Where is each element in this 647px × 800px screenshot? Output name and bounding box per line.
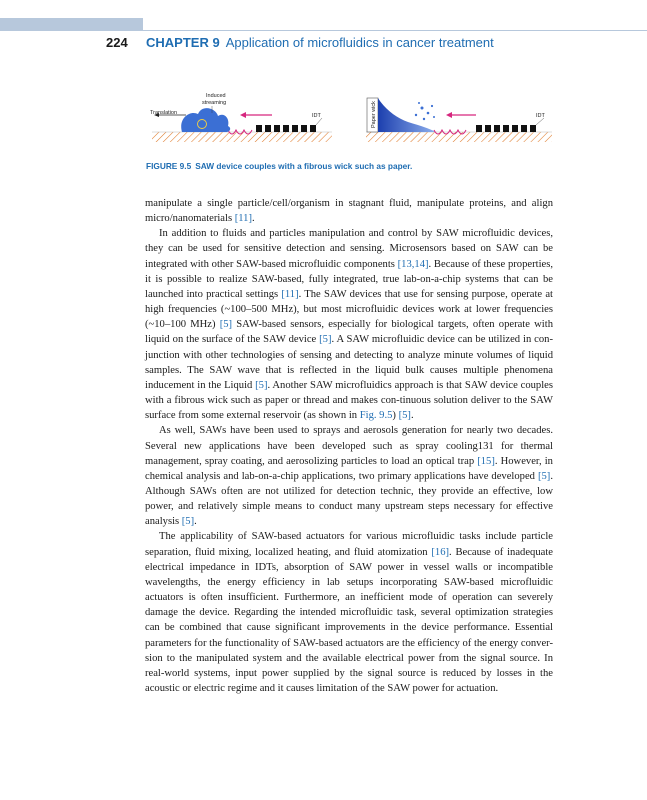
- text-run: .: [194, 516, 197, 528]
- paragraph-4: [145, 529, 553, 696]
- text-run: . A SAW microfluidic device can be utilized in con-junction with other technologies of sensing and detecting to analyze minute volumes of liquid samples. The SAW wave that is reflected in the liquid bulk causes multiple phenomena inducement in the Liquid: [145, 334, 554, 391]
- citation-link[interactable]: [11]: [234, 213, 252, 225]
- header-band: [0, 18, 143, 31]
- text-run: As well, SAWs have been used to sprays and aerosols generation for nearly two decades. Several new applications have been developed such as spray cooling131 for thermal management, spray coating, and aerosolizing particles to load an optical trap: [145, 425, 553, 467]
- induced-label-line1: Induced: [206, 93, 226, 99]
- citation-link[interactable]: [5]: [319, 334, 332, 346]
- page-number: 224: [106, 35, 128, 50]
- figure-9-5: [146, 88, 556, 158]
- figure-caption-text: SAW device couples with a fibrous wick such as paper.: [195, 161, 413, 171]
- idt-electrodes-right: [476, 125, 536, 132]
- saw-device-illustration: [146, 88, 556, 158]
- chapter-title: Application of microfluidics in cancer treatment: [225, 35, 494, 50]
- idt-electrodes-left: [256, 125, 316, 132]
- translation-label: Translation: [150, 110, 178, 116]
- citation-link[interactable]: [5]: [398, 410, 411, 422]
- citation-link[interactable]: [13,14]: [397, 258, 429, 270]
- paragraph-2: [145, 226, 553, 423]
- citation-link[interactable]: [5]: [219, 319, 233, 331]
- paper-wick-label: Paper wick: [371, 101, 377, 128]
- text-run: .: [252, 213, 255, 225]
- text-run: The applicability of SAW-based actuators for various microfluidic tasks include particle separation, fluid mixing, localized heating, and fluid atomization: [145, 531, 553, 558]
- figure-caption: [146, 161, 556, 171]
- figure-number: FIGURE 9.5: [146, 161, 192, 171]
- idt-label-left: IDT: [312, 113, 321, 119]
- text-run: . However, in chemical analysis and lab-on-a-chip applications, two primary applications have developed: [145, 455, 553, 482]
- citation-link[interactable]: Fig. 9.5: [359, 410, 393, 422]
- right-panel: [366, 98, 552, 142]
- citation-link[interactable]: [15]: [477, 455, 495, 467]
- text-run: .: [410, 410, 414, 422]
- running-head: [146, 35, 494, 50]
- text-run: manipulate a single particle/cell/organism in stagnant fluid, manipulate proteins, and align micro/nanomaterials: [145, 198, 553, 225]
- chapter-label: CHAPTER 9: [146, 35, 220, 50]
- paragraph-1: [145, 196, 553, 226]
- left-panel: [150, 93, 332, 142]
- citation-link[interactable]: [5]: [255, 379, 268, 391]
- text-run: . Because of these properties, it is possible to realize SAW-based, fully integrated, true lab-on-a-chip systems that can be launched into practical settings: [145, 258, 553, 300]
- header-rule: [143, 30, 647, 31]
- citation-link[interactable]: [16]: [431, 546, 450, 558]
- text-run: . Although SAWs often are not utilized for detection technic, they provide an effective, low power, and relatively simple means to conduct many upstream steps necessary for effective analysis: [145, 470, 553, 528]
- liquid-film: [378, 98, 436, 132]
- text-run: SAW-based sensors, especially for biological targets, often operate with liquid on the surface of the SAW device: [145, 319, 553, 346]
- text-run: In addition to fluids and particles manipulation and control by SAW microfluidic devices, they can be used for sensitive detection and sensing. Microsensors based on SAW can be integrated with other SAW-based microfluidic components: [145, 228, 553, 270]
- text-run: . Another SAW microfluidics approach is that SAW device couples with a fibrous wick such as paper or thread and makes con-tinuous solution deliver to the SAW surface from some external reservoir (as shown in: [145, 379, 553, 422]
- text-run: . The SAW devices that use for sensing purpose, operate at high frequencies (~100–500 MHz), but most microfluidic devices work at lower frequencies (~10–100 MHz): [145, 288, 553, 331]
- text-run: . Because of inadequate electrical impedance in IDTs, absorption of SAW power in vessel walls or incompatible wavelengths, the energy efficiency in lab setups incorporating SAW-based microfluidic actuators is often insufficient. Furthermore, an inefficient mode of operation can severely damage the device. Regarding the intended microfluidic task, several optimization strategies can be combined that cause significant improvements in the device performance. Essential parameters for the functionality of SAW-based actuators are the efficiency of the energy conver-sion to the manipulated system and the available electrical power from the signal source. In real-world systems, input power supplied by the signal source is reduced by losses in the acoustic or electric regime and it causes limitation of the SAW power for actuation.: [145, 546, 553, 694]
- droplet-left: [181, 108, 230, 132]
- paragraph-3: [145, 423, 553, 529]
- substrate-right: [366, 132, 552, 142]
- citation-link[interactable]: [5]: [537, 470, 551, 482]
- citation-link[interactable]: [11]: [281, 288, 299, 300]
- induced-label-line2: streaming: [202, 100, 227, 106]
- body-text: [145, 196, 553, 696]
- atomized-droplets: [415, 102, 435, 120]
- citation-link[interactable]: [5]: [181, 516, 195, 528]
- text-run: ): [392, 410, 399, 422]
- idt-label-right: IDT: [536, 113, 545, 119]
